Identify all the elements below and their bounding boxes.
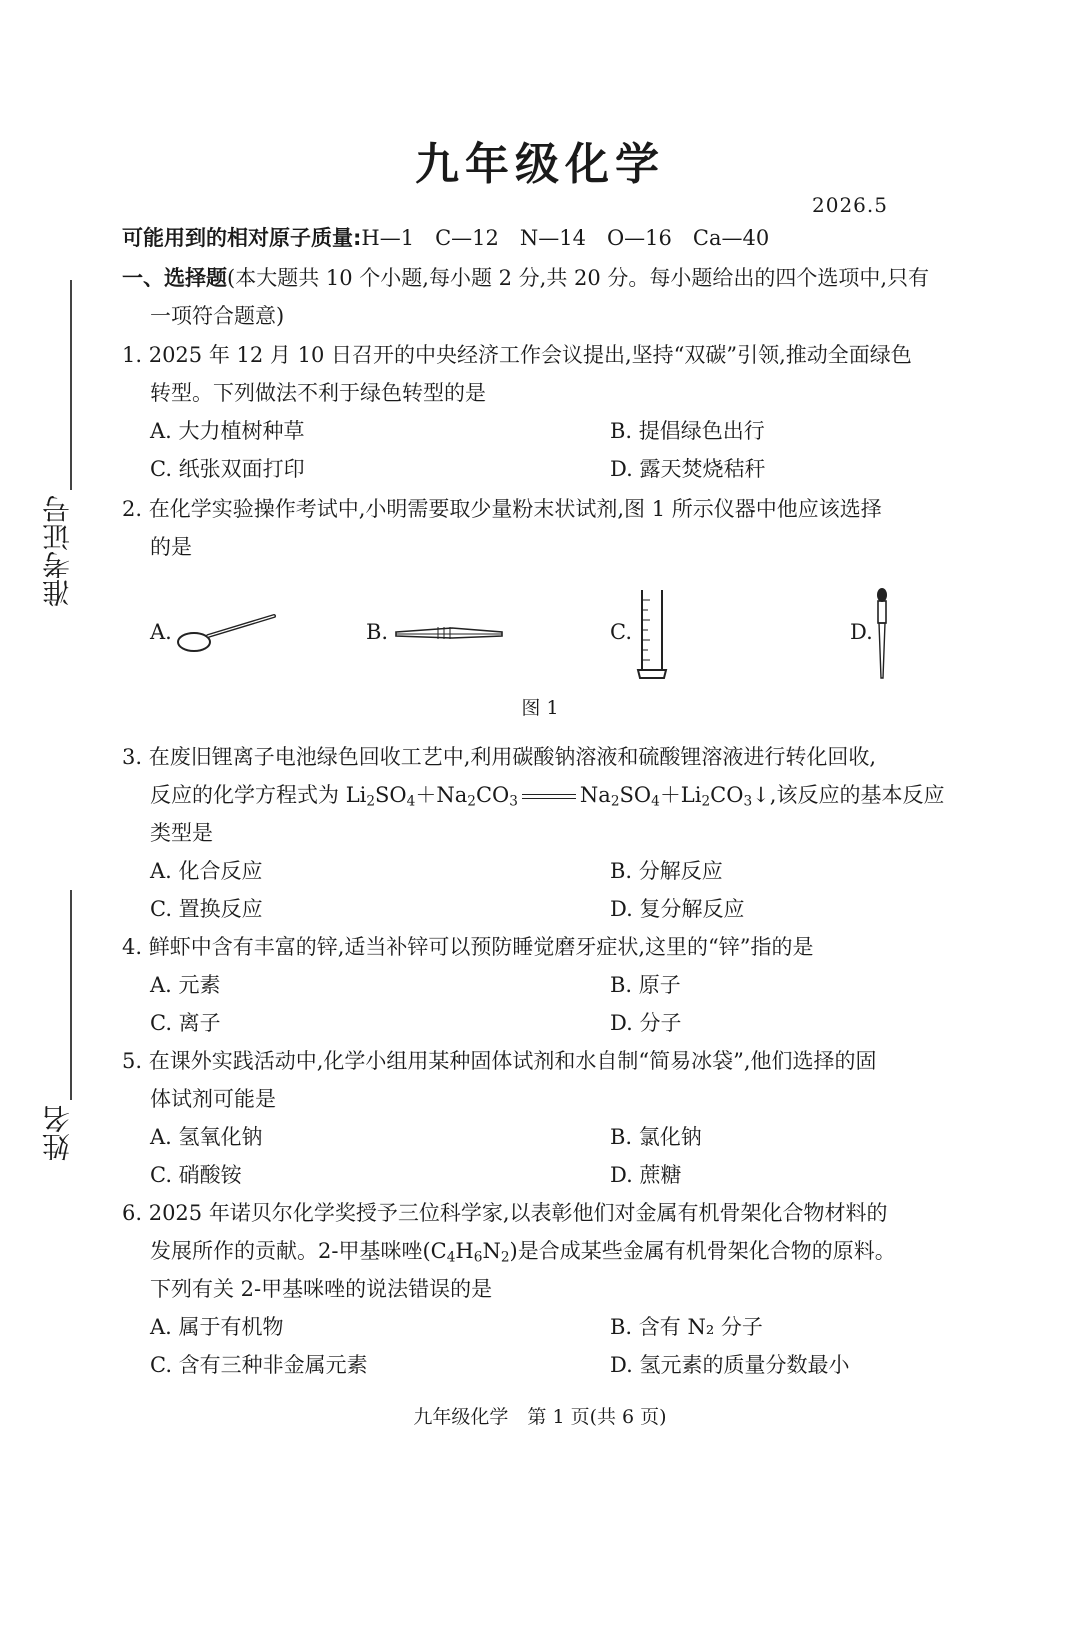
q1-option-a: A. 大力植树种草 <box>150 419 305 443</box>
question-2-stem-cont: 的是 <box>150 535 192 559</box>
q6-option-c: C. 含有三种非金属元素 <box>150 1353 368 1377</box>
q6-option-b: B. 含有 N₂ 分子 <box>610 1315 763 1339</box>
spoon-icon <box>176 608 280 656</box>
section-heading-bold: 一、选择题 <box>122 266 227 290</box>
q3-option-d: D. 复分解反应 <box>610 897 745 921</box>
dropper-icon <box>872 586 892 686</box>
q4-option-d: D. 分子 <box>610 1011 682 1035</box>
question-4-stem: 4. 鲜虾中含有丰富的锌,适当补锌可以预防睡觉磨牙症状,这里的“锌”指的是 <box>122 935 814 959</box>
q5-option-d: D. 蔗糖 <box>610 1163 682 1187</box>
section-heading <box>122 263 929 293</box>
q6-option-a: A. 属于有机物 <box>150 1315 284 1339</box>
figure-caption: 图 1 <box>521 697 559 719</box>
q5-option-b: B. 氯化钠 <box>610 1125 702 1149</box>
question-6-stem: 6. 2025 年诺贝尔化学奖授予三位科学家,以表彰他们对金属有机骨架化合物材料的 <box>122 1201 888 1225</box>
question-1-stem: 1. 2025 年 12 月 10 日召开的中央经济工作会议提出,坚持“双碳”引领,推动全面绿色 <box>122 343 912 367</box>
page-footer: 九年级化学 第 1 页(共 6 页) <box>413 1406 667 1428</box>
chemical-equation: $Li_2SO_4+Na_2CO_3$ $Na_2SO_4+Li_2CO_3↓$ <box>345 783 770 810</box>
q5-option-c: C. 硝酸铵 <box>150 1163 242 1187</box>
atomic-mass-label: 可能用到的相对原子质量: <box>122 226 362 250</box>
graduated-cylinder-icon <box>634 586 670 686</box>
section-heading-text: (本大题共 10 个小题,每小题 2 分,共 20 分。每小题给出的四个选项中,只有 <box>227 266 930 290</box>
q3-option-b: B. 分解反应 <box>610 859 723 883</box>
q6-formula-prefix: 发展所作的贡献。2-甲基咪唑( <box>150 1239 431 1263</box>
question-5-stem: 5. 在课外实践活动中,化学小组用某种固体试剂和水自制“简易冰袋”,他们选择的固 <box>122 1049 877 1073</box>
q4-option-b: B. 原子 <box>610 973 681 997</box>
question-1-stem-cont: 转型。下列做法不利于绿色转型的是 <box>150 381 486 405</box>
q1-option-b: B. 提倡绿色出行 <box>610 419 765 443</box>
question-3-stem: 3. 在废旧锂离子电池绿色回收工艺中,利用碳酸钠溶液和硫酸锂溶液进行转化回收, <box>122 745 877 769</box>
page-title: 九年级化学 <box>415 139 665 190</box>
atomic-mass-values: H—1 C—12 N—14 O—16 Ca—40 <box>361 226 770 250</box>
figure-label-d: D. <box>850 620 873 644</box>
question-3-stem-cont: 类型是 <box>150 821 213 845</box>
molecular-formula: $C_4H_6N_2$ <box>430 1239 510 1266</box>
atomic-mass-line <box>122 223 769 253</box>
question-6-formula-line <box>150 1236 896 1272</box>
tweezers-icon <box>392 622 508 646</box>
q6-option-d: D. 氢元素的质量分数最小 <box>610 1353 850 1377</box>
q1-option-c: C. 纸张双面打印 <box>150 457 305 481</box>
figure-label-a: A. <box>150 620 172 644</box>
exam-id-label: 准考证号 <box>41 495 74 607</box>
q3-equation-prefix: 反应的化学方程式为 <box>150 783 346 807</box>
name-line <box>70 890 72 1100</box>
name-label: 姓名 <box>41 1105 74 1161</box>
q3-option-c: C. 置换反应 <box>150 897 263 921</box>
question-3-equation-line <box>150 780 944 816</box>
figure-label-c: C. <box>610 620 632 644</box>
question-6-stem-cont: 下列有关 2-甲基咪唑的说法错误的是 <box>150 1277 493 1301</box>
question-5-stem-cont: 体试剂可能是 <box>150 1087 276 1111</box>
q3-equation-suffix: ,该反应的基本反应 <box>769 783 945 807</box>
q4-option-c: C. 离子 <box>150 1011 221 1035</box>
figure-label-b: B. <box>366 620 389 644</box>
section-heading-cont: 一项符合题意) <box>150 304 285 328</box>
question-2-stem: 2. 在化学实验操作考试中,小明需要取少量粉末状试剂,图 1 所示仪器中他应该选择 <box>122 497 882 521</box>
exam-date: 2026.5 <box>812 193 888 217</box>
q3-option-a: A. 化合反应 <box>150 859 263 883</box>
q4-option-a: A. 元素 <box>150 973 221 997</box>
q5-option-a: A. 氢氧化钠 <box>150 1125 263 1149</box>
q1-option-d: D. 露天焚烧秸秆 <box>610 457 766 481</box>
q6-formula-suffix: )是合成某些金属有机骨架化合物的原料。 <box>509 1239 896 1263</box>
exam-id-line <box>70 280 72 490</box>
